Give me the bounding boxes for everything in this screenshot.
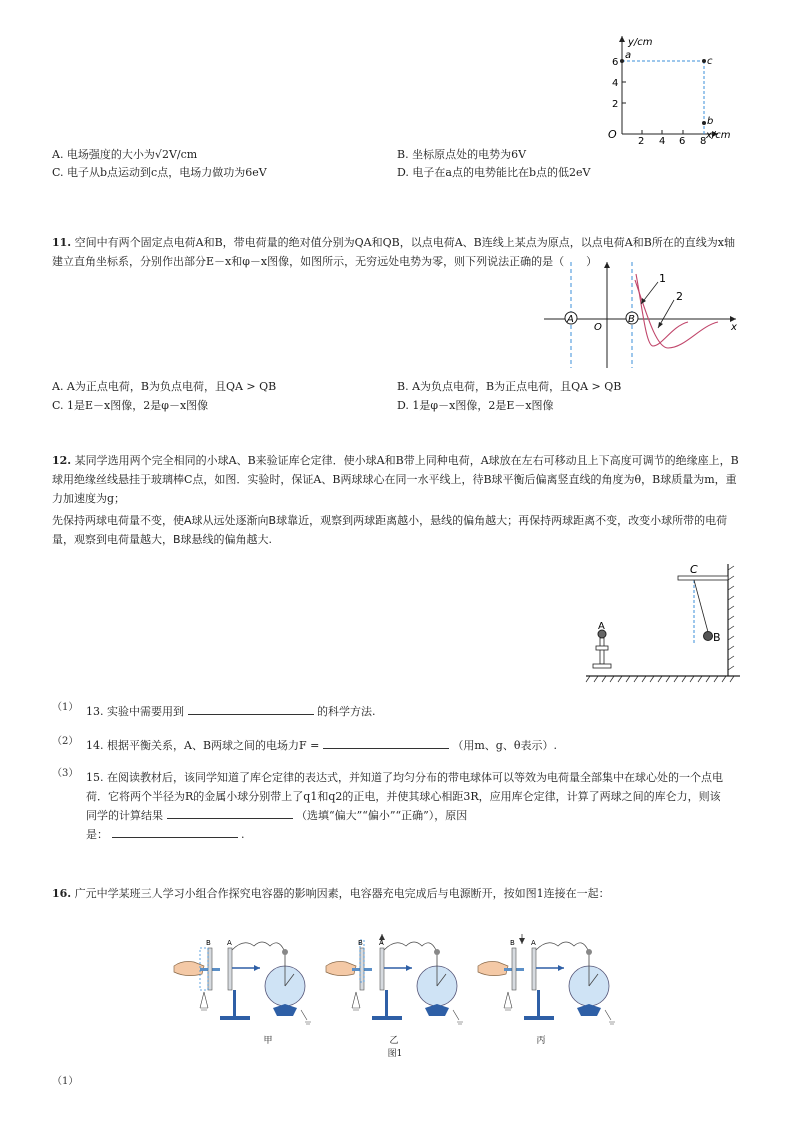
charge-a-label: A — [567, 314, 574, 325]
q12-number: 12. — [52, 454, 72, 467]
q10-coordinate-graph — [600, 28, 750, 146]
point-c-label: C — [690, 563, 698, 576]
sub1-number: 13. — [86, 705, 104, 718]
q11-option-a: A. A为正点电荷，B为负点电荷，且QA > QB — [52, 380, 277, 393]
sub2-answer-blank[interactable] — [323, 736, 449, 749]
plate-a-label: A — [227, 939, 232, 947]
q16-stem: 广元中学某班三人学习小组合作探究电容器的影响因素，电容器充电完成后与电源断开，按如图1连接在一起： — [74, 887, 610, 900]
sub2-tag: （2） — [52, 736, 79, 747]
x-axis-label: x/cm — [706, 130, 731, 141]
q10-option-b: B. 坐标原点处的电势为6V — [397, 148, 527, 161]
sub2-text-after: （用m、g、θ表示）. — [452, 739, 557, 752]
x-axis-label: x — [731, 322, 737, 333]
q12-coulomb-apparatus — [582, 556, 742, 686]
q12-paragraph: 先保持两球电荷量不变，使A球从远处逐渐向B球靠近，观察到两球距离越小，悬线的偏角越大；再保持两球距离不变，改变小球所带的电荷量，观察到电荷量越大，B球悬线的偏角越大. — [52, 514, 728, 546]
sub1-tag: （1） — [52, 702, 79, 713]
panel-label-jia: 甲 — [263, 1036, 273, 1046]
y-tick: 4 — [612, 78, 619, 89]
sub3-result-blank[interactable] — [167, 806, 293, 819]
y-axis-label: y/cm — [628, 37, 653, 48]
q10-option-d: D. 电子在a点的电势能比在b点的低2eV — [397, 166, 591, 179]
q11-stem: 空间中有两个固定点电荷A和B，带电荷量的绝对值分别为QA和QB，以点电荷A、B连线上某点为原点，以点电荷A和B所在的直线为x轴建立直角坐标系，分别作出部分E－x和φ－x图像，如图所示，无穷远处电势为零，则下列说法正确的是（ ） — [52, 236, 735, 268]
q12-question — [52, 451, 744, 508]
panel-label-bing: 丙 — [536, 1036, 546, 1046]
sub3-text: 在阅读教材后，该同学知道了库仑定律的表达式，并知道了均匀分布的带电球体可以等效为电荷量全部集中在球心处的一个点电荷．它将两个半径为R的金属小球分别带上了q1和q2的正电，并使其球心相距3R，应用库仑定律，计算了两球之间的库仑力，则该同学的计算结果 — [86, 771, 723, 822]
x-tick: 8 — [700, 136, 707, 146]
q16-question — [52, 884, 744, 903]
origin-label: O — [608, 128, 617, 141]
sub3-end: . — [241, 828, 245, 841]
sub2-number: 14. — [86, 739, 104, 752]
sub2-question — [86, 736, 557, 755]
plate-b-label: B — [206, 939, 211, 947]
q12-stem: 某同学选用两个完全相同的小球A、B来验证库仑定律．使小球A和B带上同种电荷，A球放在左右可移动且上下高度可调节的绝缘座上，B球用绝缘丝线悬挂于玻璃棒C点，如图．实验时，保证A、B两球球心在同一水平线上，待B球平衡后偏离竖直线的角度为θ，B球质量为m，重力加速度为g； — [52, 454, 739, 505]
ball-b-label: B — [713, 631, 721, 644]
point-c-label: c — [707, 56, 713, 67]
sub1-answer-blank[interactable] — [188, 702, 314, 715]
curve-2-label: 2 — [676, 290, 683, 303]
panel-label-yi: 乙 — [389, 1036, 399, 1046]
q10-option-a: A. 电场强度的大小为√2V/cm — [52, 148, 198, 161]
q10-option-c: C. 电子从b点运动到c点，电场力做功为6eV — [52, 166, 267, 179]
capacitor-figure — [170, 930, 630, 1035]
q11-graph — [540, 256, 745, 374]
sub1-question — [86, 702, 376, 721]
sub1-text-after: 的科学方法. — [317, 705, 376, 718]
x-tick: 6 — [679, 136, 686, 146]
plate-a-label: A — [531, 939, 536, 947]
ball-a-label: A — [598, 621, 605, 632]
plate-b-label: B — [358, 939, 363, 947]
origin-label: O — [594, 322, 602, 333]
y-tick: 6 — [612, 57, 619, 68]
sub3-question — [86, 768, 726, 844]
x-tick: 2 — [638, 136, 645, 146]
plate-a-label: A — [379, 939, 384, 947]
curve-1-label: 1 — [659, 272, 666, 285]
sub3-number: 15. — [86, 771, 104, 784]
sub3-reason-prefix: 是： — [86, 828, 108, 841]
q11-option-b: B. A为负点电荷，B为正点电荷，且QA > QB — [397, 380, 622, 393]
sub2-text-before: 根据平衡关系，A、B两球之间的电场力F = — [107, 739, 320, 752]
sub3-reason-blank[interactable] — [112, 825, 238, 838]
q16-number: 16. — [52, 887, 72, 900]
sub3-tag: （3） — [52, 768, 79, 779]
point-a-label: a — [625, 50, 632, 61]
x-tick: 4 — [659, 136, 666, 146]
figure-caption: 图1 — [387, 1049, 403, 1059]
plate-b-label: B — [510, 939, 515, 947]
q11-option-d: D. 1是φ－x图像，2是E－x图像 — [397, 399, 554, 412]
sub1-text-before: 实验中需要用到 — [107, 705, 184, 718]
q16-sub1-tag: （1） — [52, 1076, 79, 1087]
q11-number: 11. — [52, 236, 72, 249]
q11-option-c: C. 1是E－x图像，2是φ－x图像 — [52, 399, 209, 412]
point-b-label: b — [707, 116, 714, 127]
y-tick: 2 — [612, 99, 619, 110]
sub3-choice-hint: （选填“偏大”“偏小”“正确”），原因 — [296, 809, 468, 822]
charge-b-label: B — [628, 314, 635, 325]
